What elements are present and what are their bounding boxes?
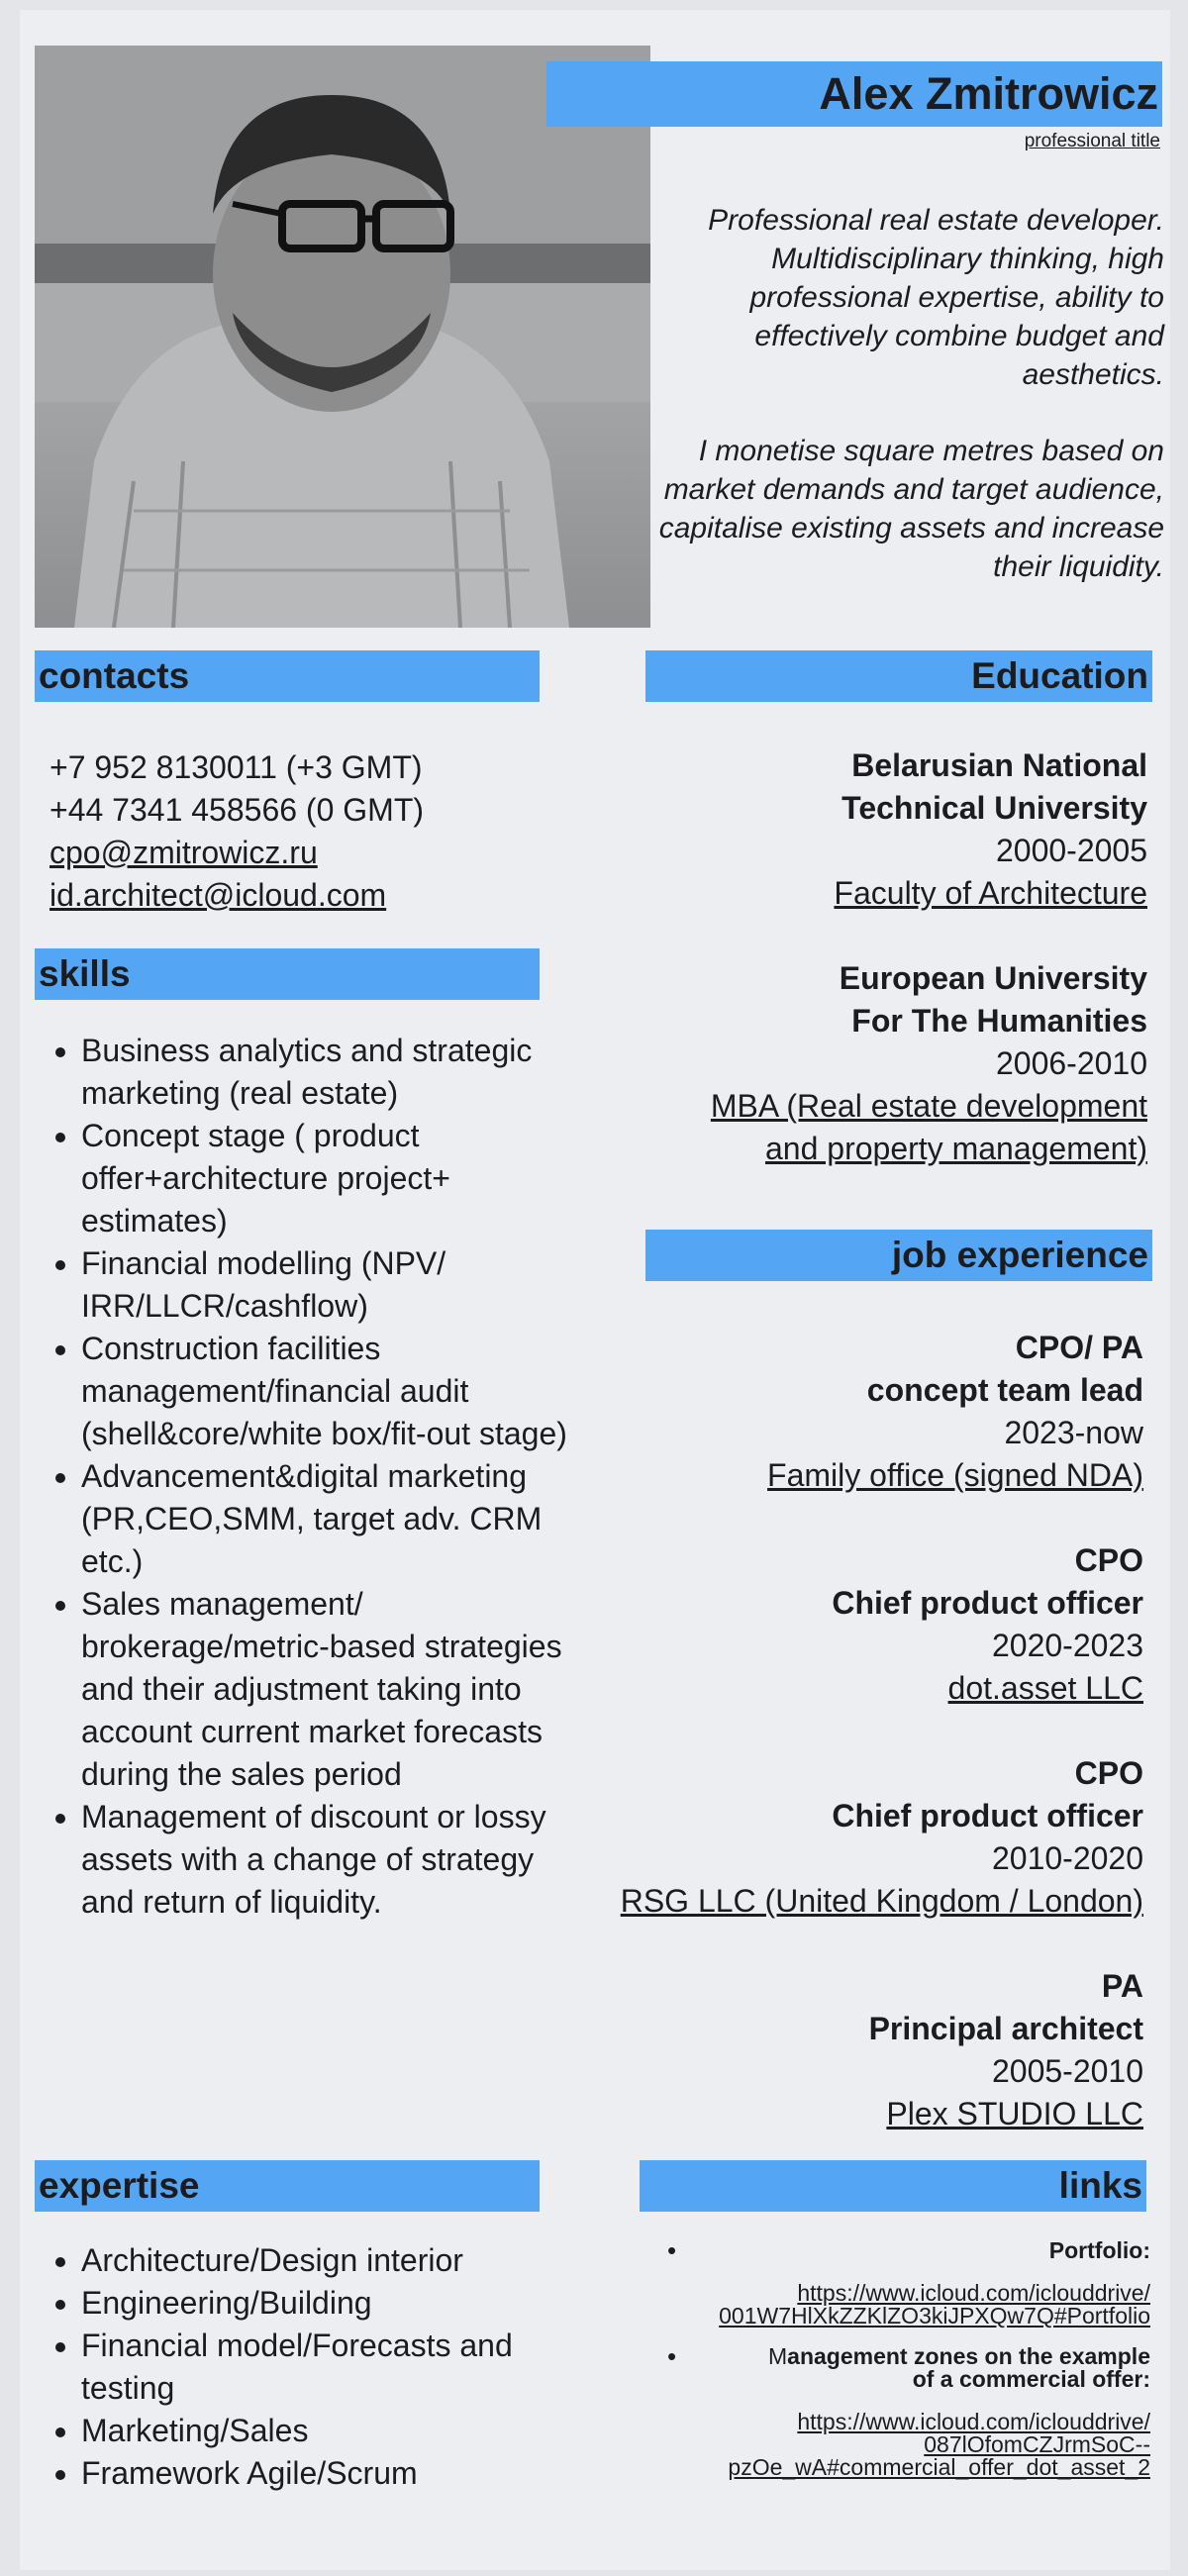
education-detail-link[interactable]: and property management)	[765, 1131, 1147, 1166]
management-zones-url-line[interactable]: pzOe_wA#commercial_offer_dot_asset_2	[728, 2454, 1150, 2480]
email-link-1[interactable]: cpo@zmitrowicz.ru	[50, 835, 318, 870]
contacts-block	[50, 746, 424, 917]
skills-heading: skills	[35, 948, 540, 1000]
management-zones-label-line: of a commercial offer:	[912, 2366, 1150, 2392]
job-entry	[530, 1752, 1143, 1923]
bullet-icon: •	[667, 2341, 677, 2371]
professional-title: professional title	[1024, 131, 1160, 151]
school-name: European University	[839, 960, 1147, 996]
expertise-heading: expertise	[35, 2160, 540, 2212]
job-role: PA	[1101, 1968, 1143, 2004]
portfolio-url-line[interactable]: 001W7HlXkZZKlZO3kiJPXQw7Q#Portfolio	[719, 2303, 1150, 2328]
job-entry	[530, 1965, 1143, 2135]
skill-item: • Financial modelling (NPV/ IRR/LLCR/cashflow)	[81, 1242, 586, 1328]
management-zones-url-line[interactable]: https://www.icloud.com/iclouddrive/	[797, 2409, 1150, 2434]
management-zones-label	[634, 2341, 1150, 2371]
education-detail-link[interactable]: Faculty of Architecture	[834, 875, 1147, 911]
education-years: 2000-2005	[995, 833, 1147, 868]
job-title: Chief product officer	[832, 1585, 1143, 1621]
skill-item: • Advancement&digital marketing (PR,CEO,SMM, target adv. CRM etc.)	[81, 1455, 586, 1583]
job-title: Chief product officer	[832, 1798, 1143, 1833]
management-zones-label-line: anagement zones on the example	[787, 2343, 1150, 2369]
education-years: 2006-2010	[995, 1045, 1147, 1081]
management-zones-link-item	[634, 2341, 1150, 2480]
job-years: 2020-2023	[991, 1628, 1143, 1663]
phone-2[interactable]: +44 7341 458566 (0 GMT)	[50, 792, 425, 828]
contacts-heading: contacts	[35, 650, 540, 702]
skill-item: • Business analytics and strategic marketing (real estate)	[81, 1030, 586, 1115]
email-link-2[interactable]: id.architect@icloud.com	[50, 877, 387, 913]
education-detail-link[interactable]: MBA (Real estate development	[710, 1088, 1147, 1124]
portfolio-link-item	[634, 2235, 1150, 2328]
education-entry	[593, 744, 1147, 915]
intro-summary	[653, 201, 1164, 624]
management-zones-label-lead: M	[768, 2343, 788, 2369]
expertise-item: • Engineering/Building	[81, 2282, 586, 2325]
expertise-list	[34, 2239, 586, 2495]
expertise-item: • Marketing/Sales	[81, 2410, 586, 2452]
bullet-icon: •	[667, 2235, 677, 2265]
expertise-item: • Architecture/Design interior	[81, 2239, 586, 2282]
management-zones-url-line[interactable]: 087lOfomCZJrmSoC--	[924, 2431, 1150, 2457]
links-block	[634, 2235, 1150, 2491]
job-entry	[530, 1327, 1143, 1497]
expertise-item: • Financial model/Forecasts and testing	[81, 2325, 586, 2410]
school-name: For The Humanities	[851, 1003, 1147, 1039]
portfolio-url-line[interactable]: https://www.icloud.com/iclouddrive/	[797, 2280, 1150, 2306]
management-zones-url[interactable]	[634, 2411, 1150, 2479]
job-years: 2005-2010	[991, 2053, 1143, 2089]
expertise-item: • Framework Agile/Scrum	[81, 2452, 586, 2495]
profile-photo	[35, 46, 650, 628]
education-heading: Education	[645, 650, 1152, 702]
job-experience-list	[530, 1327, 1143, 2178]
skill-item: • Concept stage ( product offer+architecture project+ estimates)	[81, 1115, 586, 1242]
portrait-illustration	[35, 46, 650, 628]
education-entry	[593, 957, 1147, 1170]
skill-item: • Construction facilities management/financial audit (shell&core/white box/fit-out stage)	[81, 1328, 586, 1455]
skill-item: • Management of discount or lossy assets with a change of strategy and return of liquidity.	[81, 1796, 586, 1924]
education-list	[593, 744, 1147, 1213]
job-company-link[interactable]: RSG LLC (United Kingdom / London)	[620, 1883, 1143, 1919]
school-name: Belarusian National	[851, 747, 1147, 783]
job-company-link[interactable]: Family office (signed NDA)	[767, 1457, 1143, 1493]
phone-1[interactable]: +7 952 8130011 (+3 GMT)	[50, 749, 423, 785]
portfolio-url[interactable]	[634, 2282, 1150, 2328]
candidate-name: Alex Zmitrowicz	[546, 61, 1162, 127]
job-years: 2023-now	[1004, 1415, 1143, 1450]
job-role: CPO/ PA	[1015, 1330, 1143, 1365]
job-role: CPO	[1074, 1542, 1143, 1578]
job-title: concept team lead	[866, 1372, 1143, 1408]
intro-paragraph-1: Professional real estate developer. Multidisciplinary thinking, high professional expertise, ability to effectively combine budget and aesthetics.	[708, 204, 1164, 391]
job-company-link[interactable]: dot.asset LLC	[947, 1670, 1143, 1706]
portfolio-label: Portfolio:	[1048, 2237, 1150, 2263]
skill-item: • Sales management/ brokerage/metric-based strategies and their adjustment taking into account current market forecasts during the sales period	[81, 1583, 586, 1796]
links-heading: links	[640, 2160, 1146, 2212]
job-role: CPO	[1074, 1755, 1143, 1791]
job-experience-heading: job experience	[645, 1230, 1152, 1281]
job-title: Principal architect	[868, 2011, 1143, 2046]
job-entry	[530, 1539, 1143, 1710]
job-company-link[interactable]: Plex STUDIO LLC	[886, 2096, 1143, 2131]
intro-paragraph-2: I monetise square metres based on market demands and target audience, capitalise existing assets and increase their liquidity.	[658, 435, 1164, 583]
school-name: Technical University	[842, 790, 1147, 826]
job-years: 2010-2020	[991, 1840, 1143, 1876]
skills-list	[34, 1030, 586, 1924]
